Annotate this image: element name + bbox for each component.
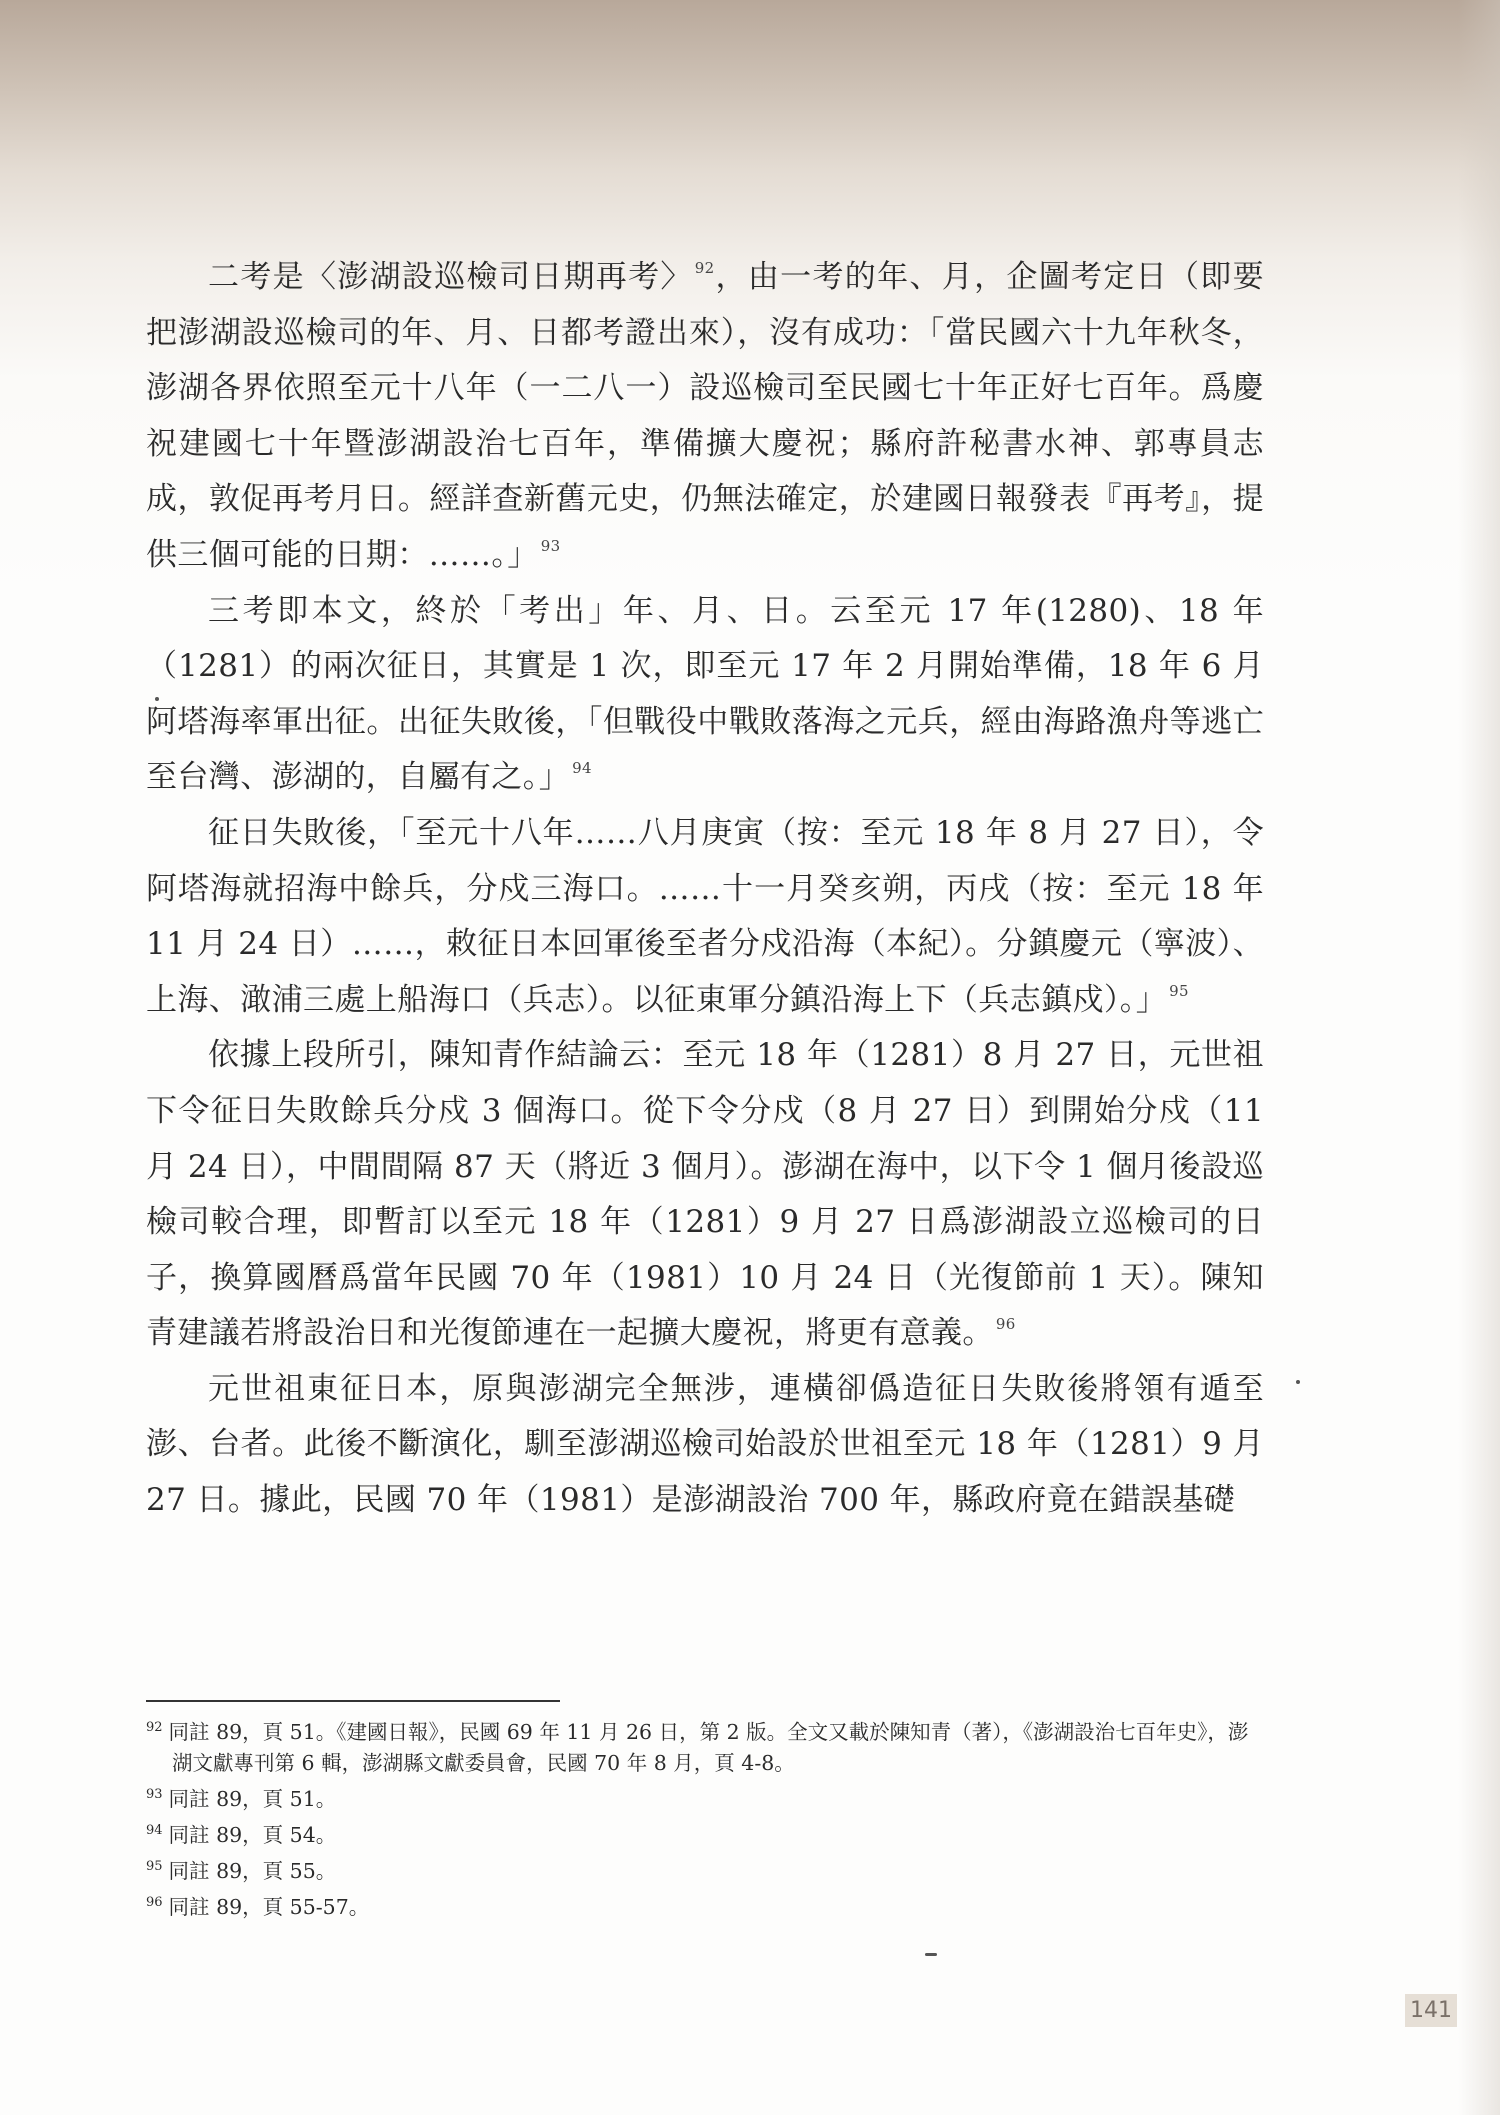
footnotes [146, 1712, 1264, 1923]
paragraph-2 [146, 584, 1264, 806]
footnote-ref[interactable]: 96 [995, 1315, 1016, 1334]
footnote-number: 95 [146, 1859, 163, 1874]
footnote-text: 同註 89，頁 54。 [168, 1823, 337, 1847]
footnote-divider [146, 1700, 560, 1702]
paragraph-text: 二考是〈澎湖設巡檢司日期再考〉 [208, 259, 693, 295]
paragraph-text: 元世祖東征日本，原與澎湖完全無涉，連橫卻僞造征日失敗後將領有遁至澎、台者。此後不斷演化，馴至澎湖巡檢司始設於世祖至元 18 年（1281）9 月 27 日。據此，民國 70 年（1981）是澎湖設治 700 年，縣政府竟在錯誤基礎 [146, 1370, 1264, 1519]
footnote-ref[interactable]: 95 [1169, 981, 1189, 1000]
paragraph-text: 依據上段所引，陳知青作結論云：至元 18 年（1281）8 月 27 日，元世祖下令征日失敗餘兵分戍 3 個海口。從下令分戍（8 月 27 日）到開始分戍（11 月 24 日），中間間隔 87 天（將近 3 個月）。澎湖在海中，以下令 1 個月後設巡檢司較合理，即暫訂以至元 18 年（1281）9 月 27 日爲澎湖設立巡檢司的日子，換算國曆爲當年民國 70 年（1981）10 月 24 日（光復節前 1 天）。陳知青建議若將設治日和光復節連在一起擴大慶祝，將更有意義。 [146, 1037, 1264, 1352]
footnote-number: 93 [146, 1787, 163, 1802]
footnote-text: 同註 89，頁 55。 [168, 1859, 337, 1883]
footnote-text: 同註 89，頁 51。 [168, 1787, 337, 1811]
footnote-number: 94 [146, 1823, 163, 1838]
paragraph-4 [146, 1028, 1264, 1362]
footnote-ref[interactable]: 92 [694, 259, 715, 277]
paragraph-text: ，由一考的年、月，企圖考定日（即要把澎湖設巡檢司的年、月、日都考證出來），沒有成功：「當民國六十九年秋冬，澎湖各界依照至元十八年（一二八一）設巡檢司至民國七十年正好七百年。爲慶祝建國七十年暨澎湖設治七百年，準備擴大慶祝；縣府許秘書水神、郭專員志成，敦促再考月日。經詳查新舊元史，仍無法確定，於建國日報發表『再考』，提供三個可能的日期：……。」 [146, 259, 1264, 573]
page-number: 141 [1405, 1994, 1457, 2027]
footnote-text: 同註 89，頁 55-57。 [168, 1895, 370, 1919]
scan-speck [1296, 1380, 1300, 1384]
footnote-93 [146, 1779, 1264, 1815]
footnote-96 [146, 1887, 1264, 1923]
paragraph-3 [146, 806, 1264, 1028]
body-text [146, 250, 1264, 1529]
scan-speck [155, 697, 159, 701]
paragraph-1 [146, 250, 1264, 584]
page-edge-shadow [1458, 0, 1500, 2115]
footnote-text: 同註 89，頁 51。《建國日報》，民國 69 年 11 月 26 日，第 2 版。全文又載於陳知青（著），《澎湖設治七百年史》，澎湖文獻專刊第 6 輯，澎湖縣文獻委員會，民國 70 年 8 月，頁 4-8。 [168, 1720, 1249, 1775]
footnote-ref[interactable]: 94 [572, 759, 592, 778]
footnote-ref[interactable]: 93 [540, 536, 561, 555]
paragraph-text: 三考即本文，終於「考出」年、月、日。云至元 17 年(1280)、18 年（1281）的兩次征日，其實是 1 次，即至元 17 年 2 月開始準備，18 年 6 月阿塔海率軍出征。出征失敗後，「但戰役中戰敗落海之元兵，經由海路漁舟等逃亡至台灣、澎湖的，自屬有之。」 [146, 592, 1264, 796]
paragraph-5 [146, 1362, 1264, 1529]
footnote-number: 92 [146, 1720, 163, 1735]
paragraph-text: 征日失敗後，「至元十八年……八月庚寅（按：至元 18 年 8 月 27 日），令阿塔海就招海中餘兵，分戍三海口。……十一月癸亥朔，丙戌（按：至元 18 年 11 月 24 日）……，敕征日本回軍後至者分戍沿海（本紀）。分鎮慶元（寧波）、上海、澉浦三處上船海口（兵志）。以征東軍分鎮沿海上下（兵志鎮戍）。」 [146, 814, 1264, 1018]
footnote-92 [146, 1712, 1264, 1779]
footnote-number: 96 [146, 1895, 163, 1910]
scan-speck [925, 1953, 937, 1956]
footnote-94 [146, 1815, 1264, 1851]
footnote-95 [146, 1851, 1264, 1887]
